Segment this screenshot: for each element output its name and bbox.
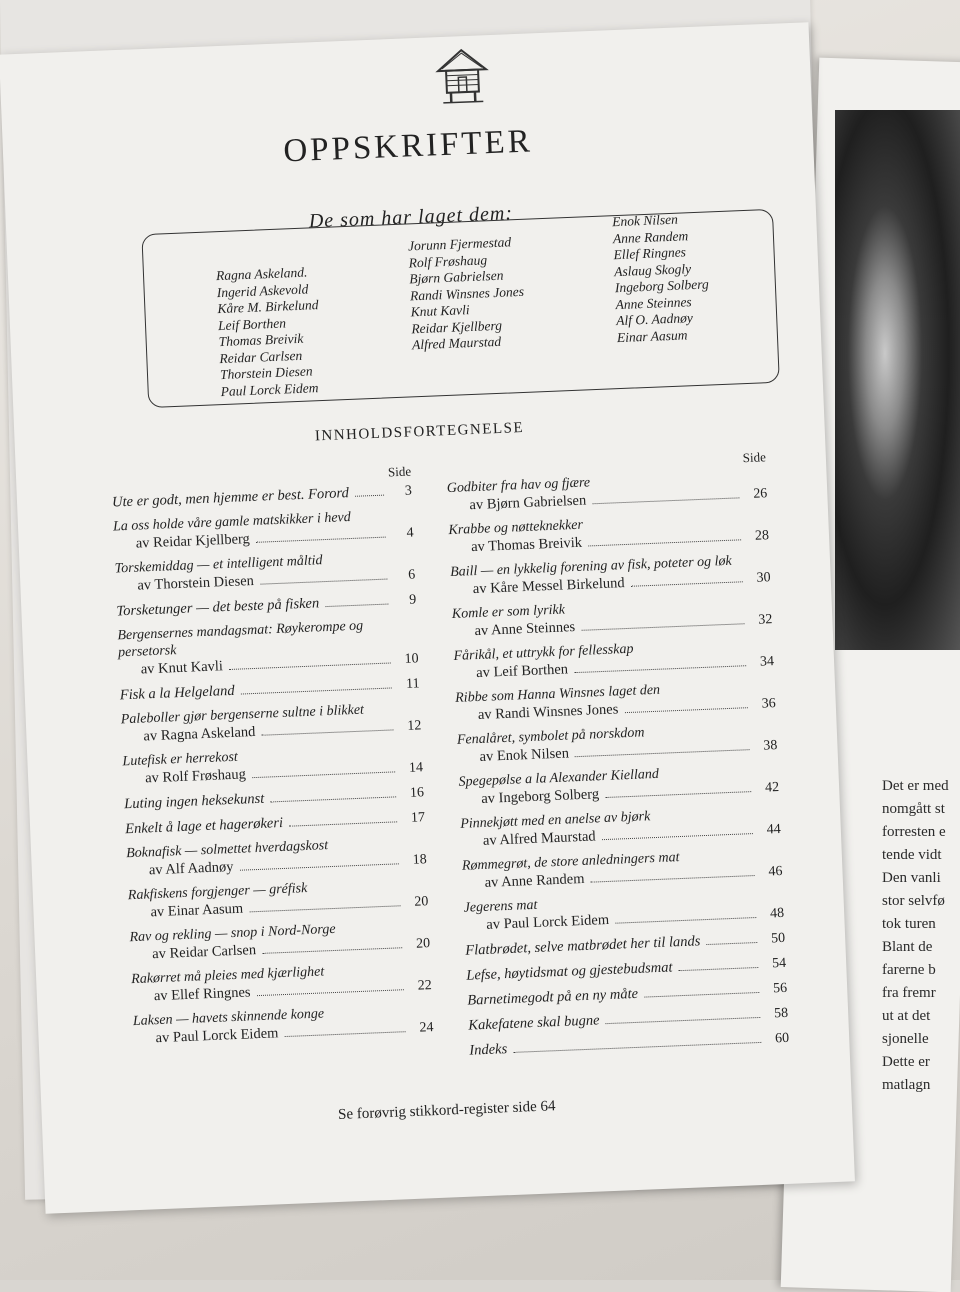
toc-page-number: 26 (745, 485, 768, 504)
leader-dots (575, 749, 749, 757)
leader-dots (588, 539, 741, 546)
author-name: Paul Lorck Eidem (220, 380, 322, 401)
toc-entry-author: av Leif Borthen (454, 660, 568, 683)
toc-entry (113, 506, 414, 554)
facing-page-line: ut at det (882, 1005, 960, 1028)
toc-page-number: 4 (391, 524, 414, 543)
leader-dots (355, 495, 384, 497)
side-label: Side (446, 449, 766, 480)
author-name: Ingerid Askevold (216, 281, 318, 302)
toc-entry-title: Lefse, høytidsmat og gjestebudsmat (466, 958, 673, 984)
toc-entry-title: Laksen — havets skinnende konge (133, 1001, 433, 1030)
toc-entry-author: av Enok Nilsen (457, 744, 569, 766)
facing-page-line: Den vanli (882, 867, 960, 890)
toc-entry-title: Rømmegrøt, de store anledningers mat (462, 845, 782, 875)
leader-dots (644, 992, 759, 998)
toc-entry (452, 593, 773, 642)
toc-entry-title: Komle er som lyrikk (452, 593, 772, 623)
page-title: OPPSKRIFTER (3, 112, 814, 181)
toc-page-number: 42 (757, 779, 780, 798)
author-name: Jorunn Fjermestad (408, 234, 523, 255)
toc-entry-author: av Anne Randem (462, 870, 584, 893)
toc-entry-author: av Ingeborg Solberg (459, 785, 599, 809)
leader-dots (262, 729, 394, 735)
toc-entry (457, 719, 778, 768)
toc-entry-author: av Rolf Frøshaug (123, 765, 246, 788)
toc-entry-title: Godbiter fra hav og fjære (446, 467, 766, 497)
toc-entry-title: Boknafisk — solmettet hverdagskost (126, 833, 426, 862)
leader-dots (592, 497, 739, 504)
leader-dots (241, 687, 392, 694)
toc-page-number: 44 (758, 821, 781, 840)
author-name: Ellef Ringnes (613, 243, 707, 263)
toc-entry (460, 803, 781, 852)
leader-dots (707, 942, 758, 945)
author-name: Anne Steinnes (615, 293, 709, 313)
facing-page-line: tende vidt (882, 844, 960, 867)
leader-dots (289, 821, 397, 826)
authors-box (141, 209, 779, 408)
leader-dots (602, 833, 753, 840)
toc-entry (114, 548, 415, 596)
facing-page-line: fra fremr (882, 982, 960, 1005)
facing-page-line: stor selvfø (882, 890, 960, 913)
author-name: Knut Kavli (410, 300, 525, 321)
author-name: Reidar Carlsen (219, 347, 321, 368)
toc-entry-title: Pinnekjøtt med en anelse av bjørk (460, 803, 780, 833)
toc-entry (131, 959, 432, 1007)
toc-entry (126, 833, 427, 881)
toc-page-number: 11 (397, 675, 420, 694)
toc-entry-author: av Anne Steinnes (452, 618, 575, 641)
toc-entry-title: Lutefisk er herrekost (122, 741, 422, 770)
toc-entry (463, 887, 784, 936)
facing-page-line: tok turen (882, 913, 960, 936)
toc-entry-author: av Alf Aadnøy (127, 858, 234, 880)
facing-page-line: Det er med (882, 775, 960, 798)
leader-dots (679, 967, 759, 971)
toc-entry-title: Torskemiddag — et intelligent måltid (114, 548, 414, 577)
toc-page-number: 3 (390, 483, 413, 502)
leader-dots (574, 665, 746, 673)
contents-page (0, 22, 855, 1214)
toc-entry-title: La oss holde våre gamle matskikker i hevd (113, 506, 413, 535)
toc-page-number: 32 (750, 611, 773, 630)
leader-dots (606, 1017, 761, 1024)
toc-entry-title: Enkelt å lage et hagerøkeri (125, 814, 283, 838)
toc-entry (462, 845, 783, 894)
toc-entry-author: av Randi Winsnes Jones (456, 700, 619, 725)
toc-page-number: 48 (762, 905, 785, 924)
facing-page-line: Blant de (882, 936, 960, 959)
toc-entry (455, 677, 776, 726)
toc-page-number: 22 (409, 977, 432, 996)
toc-entry-author: av Knut Kavli (118, 657, 223, 679)
toc-entry-title: Rav og rekling — snop i Nord-Norge (129, 917, 429, 946)
author-name: Kåre M. Birkelund (217, 297, 319, 318)
author-name: Leif Borthen (218, 314, 320, 335)
toc-entry (133, 1001, 434, 1049)
toc-page-number: 58 (766, 1005, 789, 1024)
toc-heading: INNHOLDSFORTEGNELSE (15, 408, 825, 457)
toc-entry-title: Paleboller gjør bergenserne sultne i blikket (121, 699, 421, 728)
facing-page-line: nomgått st (882, 798, 960, 821)
toc-page-number: 36 (753, 695, 776, 714)
facing-page-photo (835, 110, 960, 650)
toc-page-number: 14 (401, 759, 424, 778)
toc-entry (128, 875, 429, 923)
toc-entry-title: Fårikål, et uttrykk for fellesskap (453, 635, 773, 665)
leader-dots (249, 905, 400, 912)
toc-entry-author: av Paul Lorck Eidem (133, 1024, 278, 1048)
author-name: Einar Aasum (617, 326, 711, 346)
side-label: Side (111, 464, 411, 494)
leader-dots (252, 771, 395, 778)
leader-dots (615, 917, 756, 924)
toc-entry-title: Rakfiskens forgjenger — gréfisk (128, 875, 428, 904)
storehouse-icon (429, 43, 496, 110)
toc-entry-title: Kakefatene skal bugne (468, 1011, 600, 1034)
toc-entry (448, 509, 769, 558)
toc-page-number: 28 (747, 527, 770, 546)
toc-page-number: 10 (396, 650, 419, 669)
toc-entry-title: Indeks (469, 1040, 508, 1060)
toc-page-number: 34 (752, 653, 775, 672)
toc-entry-title: Ribbe som Hanna Winsnes laget den (455, 677, 775, 707)
toc-page-number: 30 (748, 569, 771, 588)
toc-page-number: 56 (765, 980, 788, 999)
toc-page-number: 12 (399, 717, 422, 736)
authors-column-3 (612, 210, 711, 346)
toc-left-column (111, 464, 434, 1056)
leader-dots (257, 989, 404, 996)
author-name: Ingeborg Solberg (615, 276, 709, 296)
toc-entry-author: av Thomas Breivik (449, 534, 583, 557)
leader-dots (260, 579, 387, 585)
toc-right-column (446, 449, 790, 1066)
author-name: Bjørn Gabrielsen (409, 267, 524, 288)
leader-dots (270, 796, 396, 802)
leader-dots (262, 947, 402, 954)
toc-entry (117, 615, 419, 680)
toc-page-number: 50 (763, 930, 786, 949)
toc-entry-title: Rakørret må pleies med kjærlighet (131, 959, 431, 988)
author-name: Thorstein Diesen (220, 363, 322, 384)
facing-page-line: farerne b (882, 959, 960, 982)
author-name: Thomas Breivik (218, 330, 320, 351)
author-name: Aslaug Skogly (614, 260, 708, 280)
toc-entry-author: av Reidar Carlsen (130, 941, 257, 964)
toc-page-number: 18 (404, 851, 427, 870)
facing-page-text (882, 775, 960, 1097)
authors-column-1 (216, 264, 322, 400)
toc-entry (121, 699, 422, 747)
toc-entry (129, 917, 430, 965)
toc-entry-author: av Reidar Kjellberg (113, 530, 250, 553)
leader-dots (284, 1031, 405, 1037)
toc-entry-title: Baill — en lykkelig forening av fisk, poteter og løk (450, 551, 770, 581)
toc-page-number: 6 (393, 566, 416, 585)
toc-entry-author: av Einar Aasum (128, 900, 243, 923)
toc-page-number: 16 (402, 784, 425, 803)
toc-entry-author: av Ragna Askeland (121, 723, 256, 746)
toc-entry-title: Flatbrødet, selve matbrødet her til lands (465, 932, 701, 959)
facing-page-line: forresten e (882, 821, 960, 844)
toc-page-number: 9 (394, 591, 417, 610)
toc-page-number: 17 (403, 809, 426, 828)
toc-entry-title: Fisk a la Helgeland (119, 682, 234, 705)
leader-dots (624, 707, 747, 713)
toc-page-number: 24 (411, 1019, 434, 1038)
toc-entry-title: Ute er godt, men hjemme er best. Forord (112, 484, 349, 511)
author-name: Anne Randem (613, 227, 707, 247)
leader-dots (581, 623, 744, 631)
toc-entry-author: av Bjørn Gabrielsen (447, 492, 586, 516)
toc-entry-title: Spegepølse a la Alexander Kielland (458, 761, 778, 791)
toc-page-number: 20 (406, 893, 429, 912)
toc-page-number: 60 (767, 1030, 790, 1049)
author-name: Alfred Maurstad (412, 333, 527, 354)
toc-entry-author: av Paul Lorck Eidem (464, 911, 609, 935)
toc-entry-author: av Alfred Maurstad (461, 827, 596, 850)
leader-dots (591, 875, 755, 883)
toc-entry (122, 741, 423, 789)
toc-entry-title: Torsketunger — det beste på fisken (116, 594, 319, 620)
toc-entry-title: Barnetimegodt på en ny måte (467, 985, 638, 1010)
footer-note: Se forøvrig stikkord-register side 64 (42, 1086, 852, 1135)
leader-dots (513, 1042, 761, 1053)
leader-dots (240, 863, 399, 870)
leader-dots (631, 581, 743, 587)
toc-entry-author: av Kåre Messel Birkelund (451, 574, 625, 599)
toc-entry (453, 635, 774, 684)
author-name: Alf O. Aadnøy (616, 309, 710, 329)
leader-dots (256, 537, 386, 543)
toc-entry (450, 551, 771, 600)
toc-page-number: 38 (755, 737, 778, 756)
toc-entry (458, 761, 779, 810)
author-name: Reidar Kjellberg (411, 316, 526, 337)
authors-column-2 (408, 234, 527, 354)
toc-entry-title: Fenalåret, symbolet på norskdom (457, 719, 777, 749)
leader-dots (229, 662, 391, 669)
toc-entry-title: Luting ingen heksekunst (124, 790, 265, 814)
author-name: Randi Winsnes Jones (410, 283, 525, 304)
toc-page-number: 46 (760, 863, 783, 882)
toc-page-number: 54 (764, 955, 787, 974)
author-name: Rolf Frøshaug (408, 250, 523, 271)
toc-page-number: 20 (408, 935, 431, 954)
toc-entry-author: av Ellef Ringnes (132, 983, 251, 1006)
facing-page-line: Dette er (882, 1051, 960, 1074)
leader-dots (325, 604, 388, 608)
authors-heading: De som har laget dem: (6, 190, 816, 245)
toc-entry-author: av Thorstein Diesen (115, 572, 254, 596)
toc-entry-title: Bergensernes mandagsmat: Røykerompe og persetorsk (117, 615, 418, 661)
toc-entry-title: Krabbe og nøtteknekker (448, 509, 768, 539)
facing-page-line: matlagn (882, 1074, 960, 1097)
author-name: Enok Nilsen (612, 210, 706, 230)
author-name: Ragna Askeland. (216, 264, 318, 285)
leader-dots (605, 791, 751, 798)
facing-page-line: sjonelle (882, 1028, 960, 1051)
toc-entry-title: Jegerens mat (463, 887, 783, 917)
